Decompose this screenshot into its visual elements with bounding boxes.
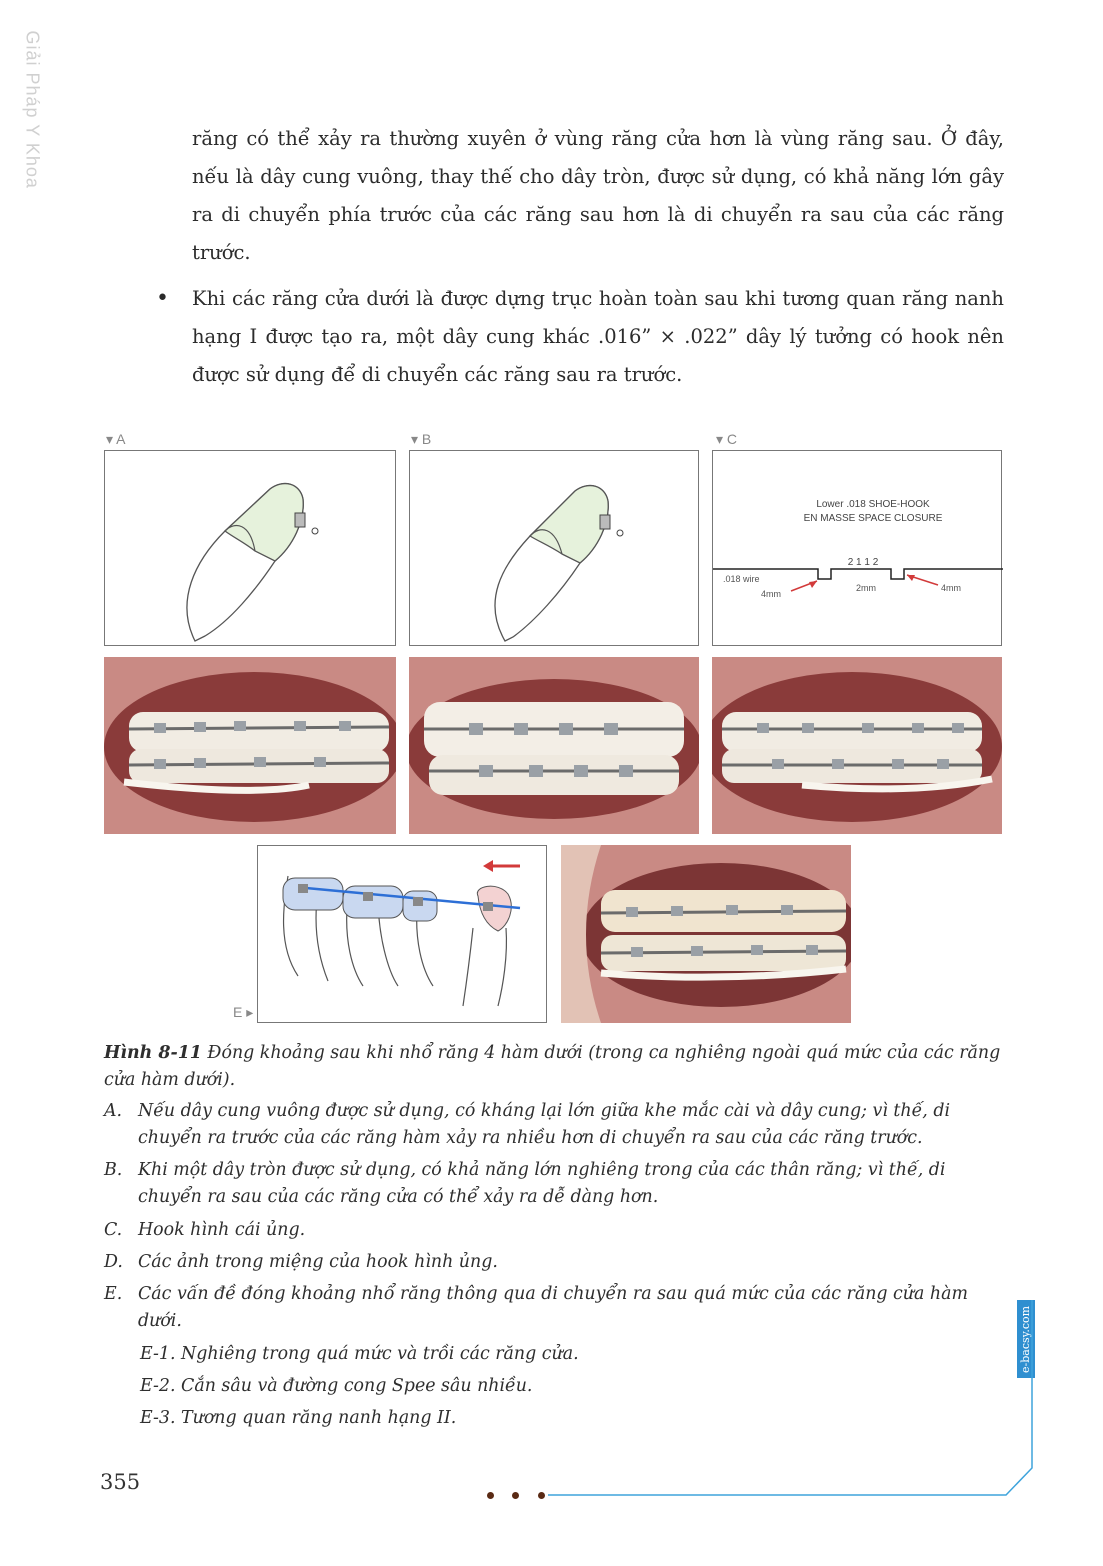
caption-item-letter: B. — [104, 1160, 123, 1180]
panel-e-molar-diagram — [257, 845, 547, 1023]
panel-label-a: ▾ A — [106, 431, 126, 447]
intraoral-photo-graphic-1 — [104, 657, 396, 834]
panel-label-e: E ▸ — [233, 1004, 254, 1020]
diagram-measure-2: 2mm — [856, 583, 876, 593]
panel-c-shoe-hook-diagram — [712, 450, 1002, 646]
caption-sub-item-e3: E-3. Tương quan răng nanh hạng II. — [140, 1408, 457, 1428]
diagram-wire-label: .018 wire — [723, 574, 760, 584]
intraoral-photo-left — [712, 657, 1002, 834]
caption-item-letter: E. — [104, 1284, 123, 1304]
intraoral-photo-graphic-4 — [561, 845, 851, 1023]
panel-label-c: ▾ C — [716, 431, 738, 447]
intraoral-photo-e — [561, 845, 851, 1023]
caption-item-d — [0, 1249, 1103, 1276]
caption-item-text: Các vấn đề đóng khoảng nhổ răng thông qua di chuyển ra sau quá mức của các răng cửa hàm dưới. — [138, 1284, 968, 1331]
footer-decorative-line — [548, 1300, 1038, 1500]
caption-item-letter: C. — [104, 1220, 123, 1240]
figure-caption — [104, 1040, 1009, 1094]
diagram-tooth-numbers: 2 1 1 2 — [847, 557, 879, 568]
panel-label-b: ▾ B — [411, 431, 432, 447]
caption-item-letter: A. — [104, 1101, 123, 1121]
tooth-illustration-b — [410, 451, 700, 647]
caption-item-text: Các ảnh trong miệng của hook hình ủng. — [138, 1252, 498, 1272]
side-brand-text: Giải Pháp Y Khoa — [22, 30, 43, 189]
figure-number: Hình 8-11 — [104, 1043, 202, 1063]
intraoral-photo-front — [409, 657, 699, 834]
caption-sub-item-e2: E-2. Cắn sâu và đường cong Spee sâu nhiều. — [140, 1376, 533, 1396]
diagram-measure-3: 4mm — [941, 583, 961, 593]
page-number: 355 — [100, 1470, 141, 1494]
footer-dot-3 — [538, 1492, 545, 1499]
watermark-badge: e-bacsy.com — [1017, 1300, 1035, 1378]
diagram-title-line2: EN MASSE SPACE CLOSURE — [803, 513, 943, 524]
caption-item-text: Khi một dây tròn được sử dụng, có khả năng lớn nghiêng trong của các thân răng; vì thế, di chuyển ra sau của các răng cửa có thể xảy ra dễ dàng hơn. — [138, 1160, 946, 1207]
caption-item-b — [0, 1157, 1103, 1211]
caption-item-letter: D. — [104, 1252, 123, 1272]
body-paragraph-2: Khi các răng cửa dưới là được dựng trục hoàn toàn sau khi tương quan răng nanh hạng I được tạo ra, một dây cung khác .016” × .022” dây lý tưởng có hook nên được sử dụng để di chuyển các răng sau ra trước. — [192, 287, 1004, 386]
footer-dot-1 — [487, 1492, 494, 1499]
intraoral-photo-right — [104, 657, 396, 834]
shoe-hook-illustration — [713, 451, 1003, 647]
diagram-title-line1: Lower .018 SHOE-HOOK — [816, 499, 930, 510]
panel-a-tooth-diagram — [104, 450, 396, 646]
caption-item-text: Hook hình cái ủng. — [138, 1220, 306, 1240]
caption-sub-item-e1: E-1. Nghiêng trong quá mức và trồi các răng cửa. — [140, 1344, 579, 1364]
footer-dot-2 — [512, 1492, 519, 1499]
body-paragraph-1: răng có thể xảy ra thường xuyên ở vùng răng cửa hơn là vùng răng sau. Ở đây, nếu là dây cung vuông, thay thế cho dây tròn, được sử dụng, có khả năng lớn gây ra di chuyển phía trước của các răng sau hơn là di chuyển ra sau của các răng trước. — [192, 127, 1004, 264]
panel-b-tooth-diagram — [409, 450, 699, 646]
intraoral-photo-graphic-2 — [409, 657, 699, 834]
caption-item-a — [0, 1098, 1103, 1152]
figure-caption-text: Đóng khoảng sau khi nhổ răng 4 hàm dưới (trong ca nghiêng ngoài quá mức của các răng cửa hàm dưới). — [104, 1043, 1001, 1090]
caption-item-text: Nếu dây cung vuông được sử dụng, có kháng lại lớn giữa khe mắc cài và dây cung; vì thế, di chuyển ra trước của các răng hàm xảy ra nhiều hơn di chuyển ra sau của các răng trước. — [138, 1101, 951, 1148]
tooth-illustration-a — [105, 451, 397, 647]
molar-diagram-illustration — [258, 846, 548, 1024]
intraoral-photo-graphic-3 — [712, 657, 1002, 834]
caption-item-c — [0, 1217, 1103, 1244]
diagram-measure-1: 4mm — [761, 589, 781, 599]
bullet-icon: • — [156, 286, 169, 311]
